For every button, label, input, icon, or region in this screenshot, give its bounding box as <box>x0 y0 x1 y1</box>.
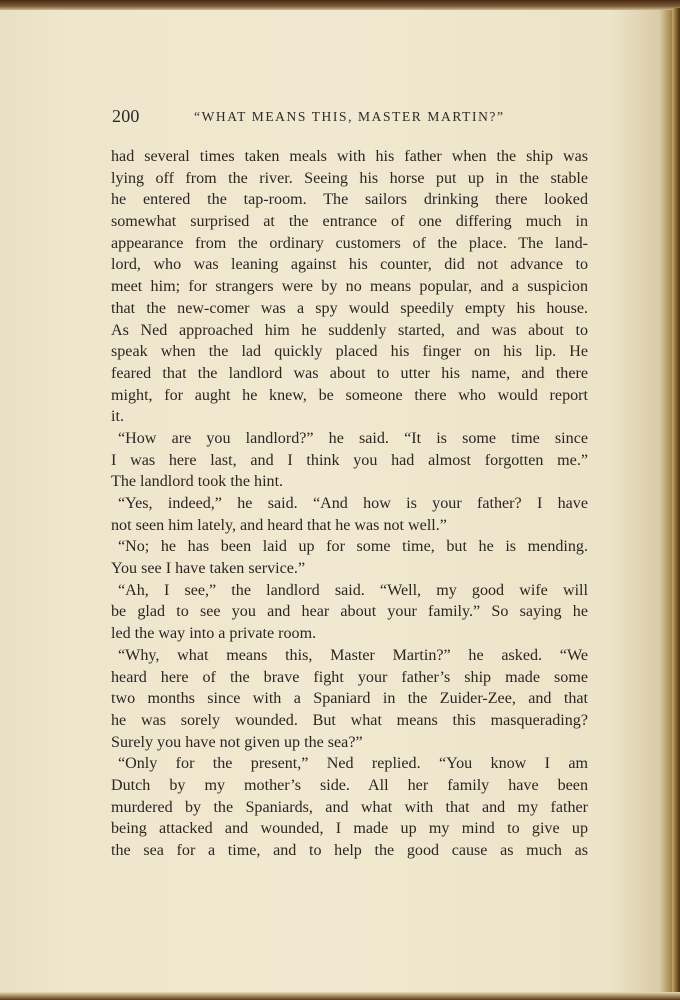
text-line: Surely you have not given up the sea?” <box>111 733 363 751</box>
running-title: “WHAT MEANS THIS, MASTER MARTIN?” <box>194 109 505 124</box>
text-line: lying off from the river. Seeing his horse put up in the stable <box>111 169 588 187</box>
text-line: As Ned approached him he suddenly started, and was about to <box>111 321 588 339</box>
text-line: it. <box>111 408 124 426</box>
text-line: “Why, what means this, Master Martin?” he asked. “We <box>118 646 588 664</box>
page-bottom-edge <box>0 992 680 1000</box>
text-line: not seen him lately, and heard that he was not well.” <box>111 516 447 534</box>
text-line: appearance from the ordinary customers of the place. The land- <box>111 234 588 252</box>
text-line: Dutch by my mother’s side. All her family have been <box>111 776 588 794</box>
text-line: lord, who was leaning against his counter, did not advance to <box>111 256 588 274</box>
page-number: 200 <box>112 106 140 126</box>
text-line: “How are you landlord?” he said. “It is some time since <box>118 429 588 447</box>
text-line: the sea for a time, and to help the good cause as much as <box>111 842 588 859</box>
text-line: “Only for the present,” Ned replied. “You know I am <box>118 755 588 773</box>
text-line: heard here of the brave fight your father’s ship made some <box>111 668 588 686</box>
text-line: being attacked and wounded, I made up my mind to give up <box>111 820 588 838</box>
text-line: might, for aught he knew, be someone there who would report <box>111 386 588 404</box>
text-line: murdered by the Spaniards, and what with that and my father <box>111 798 588 816</box>
text-line: speak when the lad quickly placed his finger on his lip. He <box>111 343 588 361</box>
text-line: You see I have taken service.” <box>111 560 306 578</box>
text-line: “Yes, indeed,” he said. “And how is your father? I have <box>118 495 588 512</box>
text-line: The landlord took the hint. <box>111 473 284 491</box>
page-right-edge <box>672 8 680 993</box>
text-line: “No; he has been laid up for some time, but he is mending. <box>118 538 588 556</box>
text-line: I was here last, and I think you had almost forgotten me.” <box>111 451 588 469</box>
body-text <box>111 146 588 862</box>
text-line: two months since with a Spaniard in the Zuider-Zee, and that <box>111 690 588 708</box>
text-line: he entered the tap-room. The sailors drinking there looked <box>111 191 588 209</box>
text-line: had several times taken meals with his father when the ship was <box>111 148 588 165</box>
text-line: be glad to see you and hear about your family.” So saying he <box>111 603 588 621</box>
text-line: “Ah, I see,” the landlord said. “Well, my good wife will <box>118 581 588 599</box>
page-top-edge <box>0 0 680 10</box>
text-line: led the way into a private room. <box>111 625 317 643</box>
text-line: feared that the landlord was about to utter his name, and there <box>111 364 588 382</box>
text-line: somewhat surprised at the entrance of one differing much in <box>111 213 588 231</box>
page-header <box>112 106 587 132</box>
text-line: meet him; for strangers were by no means popular, and a suspicion <box>111 278 588 296</box>
text-line: that the new-comer was a spy would speedily empty his house. <box>111 299 588 317</box>
text-line: he was sorely wounded. But what means this masquerading? <box>111 711 588 729</box>
